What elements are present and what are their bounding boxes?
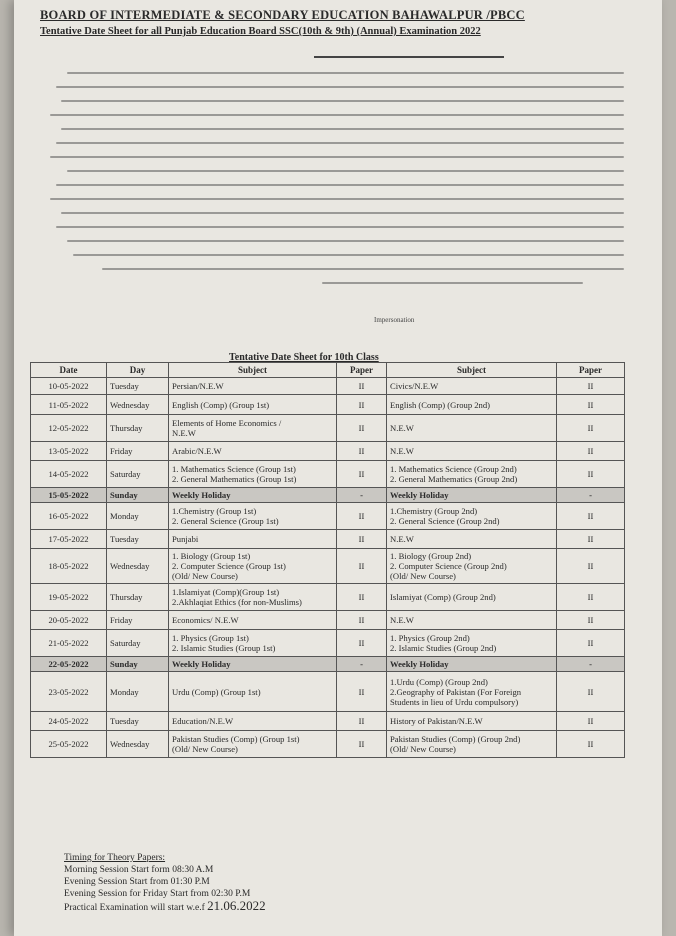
- subject-line: 1. Mathematics Science (Group 2nd): [390, 464, 517, 474]
- day-cell: Sunday: [107, 657, 169, 672]
- table-header-row: [31, 363, 625, 378]
- header-subject-1: Subject: [169, 363, 337, 378]
- subject-cell-2: [387, 530, 557, 549]
- paper-cell-2: -: [557, 657, 625, 672]
- subject-cell-1: [169, 503, 337, 530]
- table-row: [31, 395, 625, 415]
- date-cell: 16-05-2022: [31, 503, 107, 530]
- subject-line: 2. General Mathematics (Group 2nd): [390, 474, 518, 484]
- day-cell: Saturday: [107, 461, 169, 488]
- day-cell: Thursday: [107, 584, 169, 611]
- subject-line: 1. Mathematics Science (Group 1st): [172, 464, 296, 474]
- timing-evening: Evening Session Start from 01:30 P.M: [64, 877, 210, 887]
- paper-cell-2: II: [557, 530, 625, 549]
- subject-cell-1: [169, 442, 337, 461]
- subject-line: 2. General Science (Group 2nd): [390, 516, 500, 526]
- paper-cell-1: II: [337, 530, 387, 549]
- table-row: [31, 611, 625, 630]
- paper-cell-2: II: [557, 549, 625, 584]
- paper-cell-1: -: [337, 488, 387, 503]
- date-cell: 18-05-2022: [31, 549, 107, 584]
- date-cell: 13-05-2022: [31, 442, 107, 461]
- date-cell: 22-05-2022: [31, 657, 107, 672]
- date-cell: 24-05-2022: [31, 712, 107, 731]
- day-cell: Sunday: [107, 488, 169, 503]
- subject-line: (Old/ New Course): [390, 744, 456, 754]
- subject-line: (Old/ New Course): [172, 744, 238, 754]
- date-cell: 19-05-2022: [31, 584, 107, 611]
- paper-cell-2: II: [557, 731, 625, 758]
- paper-cell-1: II: [337, 378, 387, 395]
- subject-cell-1: [169, 488, 337, 503]
- subject-line: English (Comp) (Group 1st): [172, 399, 270, 410]
- header-subject-2: Subject: [387, 363, 557, 378]
- date-cell: 23-05-2022: [31, 672, 107, 712]
- table-row: [31, 442, 625, 461]
- subject-cell-2: [387, 584, 557, 611]
- subject-line: 2. Islamic Studies (Group 2nd): [390, 643, 497, 653]
- subject-line: (Old/ New Course): [390, 571, 456, 581]
- day-cell: Friday: [107, 442, 169, 461]
- subject-line: Weekly Holiday: [172, 490, 231, 500]
- practical-exam-line: [64, 900, 266, 914]
- paper-cell-1: II: [337, 442, 387, 461]
- date-cell: 25-05-2022: [31, 731, 107, 758]
- subject-cell-2: [387, 395, 557, 415]
- subject-cell-2: [387, 657, 557, 672]
- header-date: Date: [31, 363, 107, 378]
- subject-line: Elements of Home Economics /: [172, 418, 282, 428]
- day-cell: Tuesday: [107, 530, 169, 549]
- table-row: [31, 712, 625, 731]
- date-cell: 17-05-2022: [31, 530, 107, 549]
- subject-cell-1: [169, 712, 337, 731]
- subject-line: 2. Computer Science (Group 1st): [172, 561, 286, 571]
- subject-line: 1. Biology (Group 1st): [172, 551, 251, 561]
- paper-cell-2: II: [557, 461, 625, 488]
- paper-cell-2: II: [557, 630, 625, 657]
- table-row: [31, 549, 625, 584]
- paper-cell-1: II: [337, 415, 387, 442]
- subject-line: N.E.W: [172, 428, 196, 438]
- subject-line: 1. Biology (Group 2nd): [390, 551, 472, 561]
- day-cell: Thursday: [107, 415, 169, 442]
- subject-line: Pakistan Studies (Comp) (Group 2nd): [390, 734, 521, 744]
- date-sheet-table: [30, 362, 625, 758]
- subject-line: 1.Chemistry (Group 2nd): [390, 506, 478, 516]
- table-row: [31, 415, 625, 442]
- table-row: [31, 378, 625, 395]
- practical-date: 21.06.2022: [207, 898, 266, 913]
- subject-line: 2.Geography of Pakistan (For Foreign: [390, 686, 522, 697]
- subject-cell-2: [387, 611, 557, 630]
- urdu-instructions: [44, 60, 624, 335]
- subject-line: 1.Urdu (Comp) (Group 2nd): [390, 676, 488, 687]
- table-row: [31, 488, 625, 503]
- table-row: [31, 584, 625, 611]
- subject-cell-1: [169, 461, 337, 488]
- paper-cell-1: II: [337, 549, 387, 584]
- subject-cell-2: [387, 378, 557, 395]
- subject-line: Weekly Holiday: [390, 659, 449, 669]
- paper-cell-2: II: [557, 712, 625, 731]
- subject-line: 2. Computer Science (Group 2nd): [390, 561, 507, 571]
- paper-cell-2: II: [557, 378, 625, 395]
- subject-line: N.E.W: [390, 423, 414, 433]
- subject-cell-1: [169, 549, 337, 584]
- paper-cell-2: II: [557, 611, 625, 630]
- urdu-instructions-heading: [314, 46, 504, 58]
- paper-cell-1: -: [337, 657, 387, 672]
- subject-line: 1.Islamiyat (Comp)(Group 1st): [172, 587, 280, 597]
- subject-line: Students in lieu of Urdu compulsory): [390, 696, 519, 707]
- subject-cell-1: [169, 584, 337, 611]
- subject-line: Persian/N.E.W: [172, 381, 224, 391]
- header-paper-1: Paper: [337, 363, 387, 378]
- timing-section: [64, 852, 266, 914]
- subject-line: Islamiyat (Comp) (Group 2nd): [390, 592, 496, 602]
- table-row: [31, 630, 625, 657]
- paper-cell-1: II: [337, 584, 387, 611]
- subject-cell-1: [169, 530, 337, 549]
- paper-cell-1: II: [337, 461, 387, 488]
- paper-cell-2: II: [557, 503, 625, 530]
- subject-line: 1. Physics (Group 2nd): [390, 633, 470, 643]
- paper-cell-2: II: [557, 672, 625, 712]
- paper-cell-1: II: [337, 611, 387, 630]
- table-row: [31, 503, 625, 530]
- subject-cell-1: [169, 611, 337, 630]
- subject-cell-2: [387, 461, 557, 488]
- subject-cell-2: [387, 731, 557, 758]
- paper-cell-2: II: [557, 395, 625, 415]
- subject-cell-2: [387, 503, 557, 530]
- header-day: Day: [107, 363, 169, 378]
- paper-cell-2: II: [557, 584, 625, 611]
- subject-line: Civics/N.E.W: [390, 381, 439, 391]
- day-cell: Wednesday: [107, 395, 169, 415]
- subject-cell-2: [387, 712, 557, 731]
- day-cell: Monday: [107, 672, 169, 712]
- header-paper-2: Paper: [557, 363, 625, 378]
- subject-cell-2: [387, 630, 557, 657]
- paper-cell-2: -: [557, 488, 625, 503]
- subject-line: 2.Akhlaqiat Ethics (for non-Muslims): [172, 597, 302, 607]
- date-cell: 12-05-2022: [31, 415, 107, 442]
- subject-line: Pakistan Studies (Comp) (Group 1st): [172, 734, 300, 744]
- subject-line: English (Comp) (Group 2nd): [390, 399, 491, 410]
- date-sheet-paper: [14, 0, 662, 936]
- subject-line: N.E.W: [390, 615, 414, 625]
- subject-line: Weekly Holiday: [172, 659, 231, 669]
- subject-line: Urdu (Comp) (Group 1st): [172, 686, 261, 697]
- table-caption: Tentative Date Sheet for 10th Class: [229, 352, 379, 363]
- paper-cell-2: II: [557, 415, 625, 442]
- subject-line: Education/N.E.W: [172, 716, 234, 726]
- subject-cell-1: [169, 672, 337, 712]
- subject-line: 1.Chemistry (Group 1st): [172, 506, 257, 516]
- table-row: [31, 657, 625, 672]
- day-cell: Wednesday: [107, 549, 169, 584]
- practical-label: Practical Examination will start w.e.f: [64, 903, 205, 913]
- subject-cell-1: [169, 415, 337, 442]
- subject-cell-2: [387, 549, 557, 584]
- paper-cell-1: II: [337, 395, 387, 415]
- paper-cell-1: II: [337, 712, 387, 731]
- subject-line: N.E.W: [390, 534, 414, 544]
- table-row: [31, 731, 625, 758]
- day-cell: Wednesday: [107, 731, 169, 758]
- table-row: [31, 461, 625, 488]
- subject-cell-2: [387, 442, 557, 461]
- subject-cell-1: [169, 731, 337, 758]
- table-row: [31, 672, 625, 712]
- urdu-note-end: Impersonation: [374, 316, 415, 324]
- board-heading: BOARD OF INTERMEDIATE & SECONDARY EDUCATION BAHAWALPUR /PBCC: [40, 8, 525, 22]
- subject-line: N.E.W: [390, 446, 414, 456]
- subject-cell-1: [169, 378, 337, 395]
- date-cell: 20-05-2022: [31, 611, 107, 630]
- day-cell: Friday: [107, 611, 169, 630]
- paper-cell-1: II: [337, 672, 387, 712]
- date-cell: 15-05-2022: [31, 488, 107, 503]
- subject-cell-2: [387, 488, 557, 503]
- timing-heading: Timing for Theory Papers:: [64, 853, 166, 863]
- paper-cell-1: II: [337, 731, 387, 758]
- subject-line: 1. Physics (Group 1st): [172, 633, 249, 643]
- subject-line: 2. General Mathematics (Group 1st): [172, 474, 297, 484]
- table-row: [31, 530, 625, 549]
- day-cell: Tuesday: [107, 712, 169, 731]
- subject-line: Arabic/N.E.W: [172, 446, 222, 456]
- paper-cell-1: II: [337, 503, 387, 530]
- date-cell: 11-05-2022: [31, 395, 107, 415]
- day-cell: Monday: [107, 503, 169, 530]
- subject-cell-1: [169, 630, 337, 657]
- timing-morning: Morning Session Start form 08:30 A.M: [64, 865, 214, 875]
- subject-cell-2: [387, 415, 557, 442]
- subject-cell-1: [169, 395, 337, 415]
- date-cell: 10-05-2022: [31, 378, 107, 395]
- subject-line: 2. Islamic Studies (Group 1st): [172, 643, 276, 653]
- day-cell: Tuesday: [107, 378, 169, 395]
- timing-friday: Evening Session for Friday Start from 02:30 P.M: [64, 889, 251, 899]
- subject-line: (Old/ New Course): [172, 571, 238, 581]
- date-cell: 21-05-2022: [31, 630, 107, 657]
- subject-cell-2: [387, 672, 557, 712]
- date-cell: 14-05-2022: [31, 461, 107, 488]
- paper-cell-1: II: [337, 630, 387, 657]
- subject-line: 2. General Science (Group 1st): [172, 516, 279, 526]
- subject-line: History of Pakistan/N.E.W: [390, 716, 483, 726]
- paper-cell-2: II: [557, 442, 625, 461]
- subject-line: Punjabi: [172, 534, 199, 544]
- day-cell: Saturday: [107, 630, 169, 657]
- date-sheet-title: Tentative Date Sheet for all Punjab Education Board SSC(10th & 9th) (Annual) Examination 2022: [40, 26, 481, 37]
- subject-line: Weekly Holiday: [390, 490, 449, 500]
- subject-line: Economics/ N.E.W: [172, 615, 239, 625]
- subject-cell-1: [169, 657, 337, 672]
